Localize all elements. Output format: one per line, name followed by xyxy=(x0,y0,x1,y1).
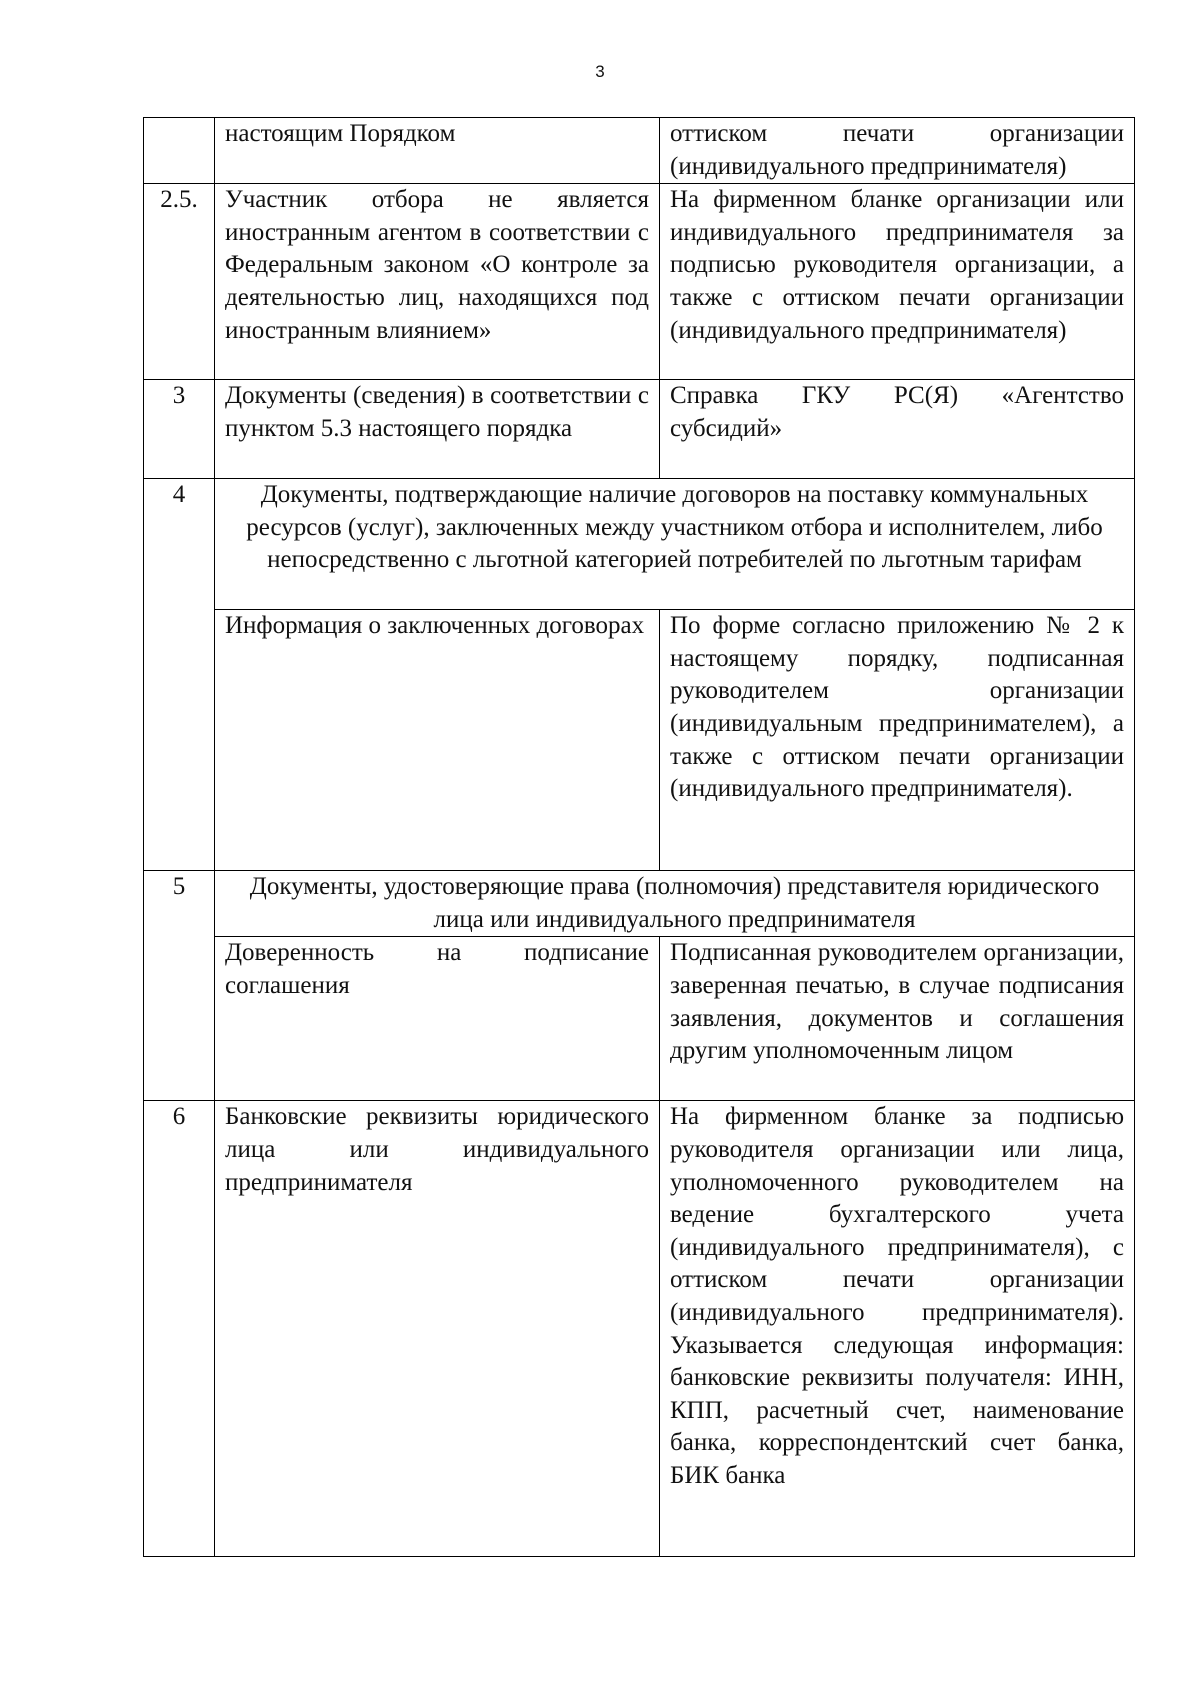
form-cell xyxy=(660,937,1135,1101)
form-text: оттиском печати организации (индивидуального предпринимателя) xyxy=(670,120,1124,180)
description-text: Участник отбора не является иностранным агентом в соответствии с Федеральным законом «О контроле за деятельностью лиц, находящихся под иностранным влиянием» xyxy=(225,186,649,344)
form-cell xyxy=(660,380,1135,479)
section-heading-cell: Документы, подтверждающие наличие договоров на поставку коммунальных ресурсов (услуг), заключенных между участником отбора и исполнителем, либо непосредственно с льготной категорией потребителей по льготным тарифам xyxy=(215,479,1135,610)
description-cell xyxy=(215,380,660,479)
table-row-5-detail xyxy=(144,937,1135,1101)
row-number-cell: 5 xyxy=(144,871,215,1101)
description-cell xyxy=(215,184,660,380)
row-number-cell: 3 xyxy=(144,380,215,479)
description-cell xyxy=(215,937,660,1101)
row-number-cell: 4 xyxy=(144,479,215,871)
row-number-cell: 2.5. xyxy=(144,184,215,380)
documents-table xyxy=(143,117,1135,1557)
table-row-5-heading xyxy=(144,871,1135,937)
form-text: Подписанная руководителем организации, заверенная печатью, в случае подписания заявления, документов и соглашения другим уполномоченным лицом xyxy=(670,939,1124,1065)
page-number: 3 xyxy=(595,62,605,81)
section-heading-cell: Документы, удостоверяющие права (полномочия) представителя юридического лица или индивидуального предпринимателя xyxy=(215,871,1135,937)
description-cell xyxy=(215,1101,660,1557)
form-text: На фирменном бланке организации или индивидуального предпринимателя за подписью руководителя организации, а также с оттиском печати организации (индивидуального предпринимателя) xyxy=(670,186,1124,344)
description-text: Документы (сведения) в соответствии с пунктом 5.3 настоящего порядка xyxy=(225,382,649,442)
row-number-cell: 6 xyxy=(144,1101,215,1557)
table-row-4-detail xyxy=(144,610,1135,871)
description-text: Доверенность на подписание соглашения xyxy=(225,939,649,999)
description-text: Информация о заключенных договорах xyxy=(225,612,645,640)
description-cell xyxy=(215,610,660,871)
row-number-cell xyxy=(144,118,215,184)
form-text: По форме согласно приложению № 2 к настоящему порядку, подписанная руководителем организации (индивидуальным предпринимателем), а также с оттиском печати организации (индивидуального предпринимателя). xyxy=(670,612,1124,803)
form-cell xyxy=(660,610,1135,871)
table-row-6 xyxy=(144,1101,1135,1557)
table-row-4-heading xyxy=(144,479,1135,610)
table-row-2-5 xyxy=(144,184,1135,380)
description-text: Банковские реквизиты юридического лица или индивидуального предпринимателя xyxy=(225,1103,649,1196)
table-row-3 xyxy=(144,380,1135,479)
description-cell xyxy=(215,118,660,184)
form-cell xyxy=(660,184,1135,380)
form-text: Справка ГКУ РС(Я) «Агентство субсидий» xyxy=(670,382,1124,442)
table-row-continuation xyxy=(144,118,1135,184)
form-cell xyxy=(660,118,1135,184)
form-text: На фирменном бланке за подписью руководителя организации или лица, уполномоченного руководителем на ведение бухгалтерского учета (индивидуального предпринимателя), с оттиском печати организации (индивидуального предпринимателя). Указывается следующая информация: банковские реквизиты получателя: ИНН, КПП, расчетный счет, наименование банка, корреспондентский счет банка, БИК банка xyxy=(670,1103,1124,1489)
form-cell xyxy=(660,1101,1135,1557)
description-text: настоящим Порядком xyxy=(225,120,456,147)
